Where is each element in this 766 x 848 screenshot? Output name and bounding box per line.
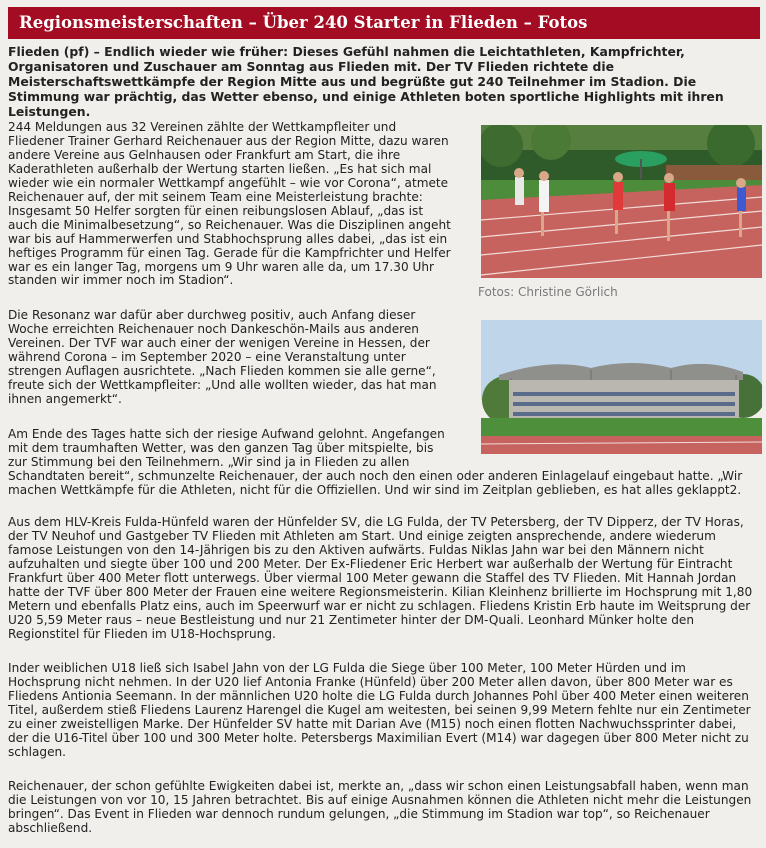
article-paragraph-2 [8, 309, 753, 407]
paragraph-line: machen Wettkämpfe für die Athleten, nicht für die Offiziellen. Und wir sind im Zeitplan geblieben, es hat alles geklappt2. [8, 482, 742, 497]
paragraph-line: Hochsprung nicht nehmen. In der U20 lief Antonia Franke (Hünfeld) über 200 Meter allen davon, über 800 Meter war es [8, 674, 733, 689]
article-paragraph-1 [8, 121, 753, 288]
paragraph-line: auch die Minimalbesetzung“, so Reichenauer. Was die Disziplinen angeht [8, 217, 451, 232]
article-paragraph-3 [8, 428, 753, 498]
paragraph-line: strengen Auflagen ausrichtete. „Nach Flieden kommen sie alle gerne“, [8, 363, 436, 378]
paragraph-line: 244 Meldungen aus 32 Vereinen zählte der Wettkampfleiter und [8, 120, 397, 134]
paragraph-line: Frankfurt über 400 Meter flott unterwegs. Über viermal 100 Meter gewann die Staffel des TV Flieden. Mit Hannah Jordan [8, 570, 737, 585]
paragraph-line: die Leistungen von vor 10, 15 Jahren betrachtet. Bis auf einige Ausnahmen können die Athleten nicht mehr die Leistungen [8, 792, 752, 807]
article-paragraph-5 [8, 662, 753, 760]
paragraph-line: der TV Neuhof und Gastgeber TV Flieden mit Athleten am Start. Und einige zeigten ansprechende, andere wiederum [8, 528, 716, 543]
article-lead: Flieden (pf) – Endlich wieder wie früher: Dieses Gefühl nahmen die Leichtathleten, Kampfrichter, Organisatoren und Zuschauer am Sonntag aus Flieden mit. Der TV Flieden richtete die Meisterschaftswettkämpfe der Region Mitte aus und begrüßte gut 240 Teilnehmer im Stadion. Die Stimmung war prächtig, das Wetter ebenso, und einige Athleten boten sportliche Highlights mit ihren Leistungen. [8, 44, 724, 119]
paragraph-line: der die U16-Titel über 100 und 300 Meter holte. Petersbergs Maximilian Evert (M14) war dagegen über 800 Meter nicht zu [8, 730, 749, 745]
paragraph-line: zu einer zweistelligen Marke. Der Hünfelder SV hatte mit Darian Ave (M15) noch einen flotten Nachwuchssprinter dabei, [8, 716, 737, 731]
article-paragraph-4 [8, 516, 753, 642]
paragraph-line: Woche erreichten Reichenauer noch Dankeschön-Mails aus anderen [8, 321, 419, 336]
paragraph-line: Inder weiblichen U18 ließ sich Isabel Jahn von der LG Fulda die Siege über 100 Meter, 100 Meter Hürden und im [8, 661, 686, 675]
paragraph-line: freute sich der Wettkampfleiter: „Und alle wollten wieder, das hat man [8, 377, 437, 392]
paragraph-line: Insgesamt 50 Helfer sorgten für einen reibungslosen Ablauf, „das ist [8, 203, 424, 218]
paragraph-line: abschließend. [8, 820, 93, 835]
paragraph-line: Reichenauer auf, der mit seinem Team eine Meisterleistung brachte: [8, 189, 423, 204]
paragraph-line: ihnen angemerkt“. [8, 391, 122, 406]
paragraph-line: Reichenauer, der schon gefühlte Ewigkeiten dabei ist, merkte an, „dass wir schon einen Leistungsabfall haben, wenn man [8, 779, 749, 793]
paragraph-line: war bis auf Hammerwerfen und Stabhochsprung alles dabei, „das ist ein [8, 231, 448, 246]
paragraph-line: Die Resonanz war dafür aber durchweg positiv, auch Anfang dieser [8, 308, 416, 322]
paragraph-line: hatte der TVF über 800 Meter der Frauen eine weitere Regionsmeisterin. Kilian Kleinhenz brillierte im Hochsprung mit 1,80 [8, 584, 753, 599]
article-paragraph-6 [8, 780, 753, 836]
paragraph-line: Fliedener Trainer Gerhard Reichenauer aus der Region Mitte, dazu waren [8, 133, 449, 148]
paragraph-line: schlagen. [8, 744, 67, 759]
paragraph-line: Aus dem HLV-Kreis Fulda-Hünfeld waren der Hünfelder SV, die LG Fulda, der TV Petersberg, der TV Dipperz, der TV Horas, [8, 515, 744, 529]
paragraph-line: Regionstitel für Flieden im U18-Hochsprung. [8, 626, 276, 641]
paragraph-line: während Corona – im September 2020 – eine Veranstaltung unter [8, 349, 406, 364]
photo-caption: Fotos: Christine Görlich [478, 285, 618, 299]
paragraph-line: U20 5,59 Meter raus – neue Bestleistung und nur 21 Zentimeter hinter der DM-Quali. Leonhard Münker holte den [8, 612, 695, 627]
article-title: Regionsmeisterschaften – Über 240 Starter in Flieden – Fotos [8, 7, 760, 39]
paragraph-line: zur Stimmung bei den Teilnehmern. „Wir sind ja in Flieden zu allen [8, 454, 410, 469]
paragraph-line: Vereinen. Der TVF war auch einer der wenigen Vereine in Hessen, der [8, 335, 430, 350]
paragraph-line: wieder wie ein normaler Wettkampf angefühlt – wie vor Corona“, atmete [8, 175, 449, 190]
paragraph-line: Fliedens Antionia Seemann. In der männlichen U20 holte die LG Fulda durch Johannes Pohl über 400 Meter einen weiteren [8, 688, 749, 703]
paragraph-line: famose Leistungen von den 14-Jährigen bis zu den Aktiven aufwärts. Fuldas Niklas Jahn war bei den Männern nicht [8, 542, 704, 557]
paragraph-line: standen wir immer noch im Stadion“. [8, 273, 234, 288]
paragraph-line: Titel, außerdem stieß Fliedens Laurenz Harengel die Kugel am weitesten, bei seinen 9,99 Metern fehlte nur ein Zentimeter [8, 702, 751, 717]
paragraph-line: war es ein langer Tag, morgens um 9 Uhr waren alle da, um 17.30 Uhr [8, 259, 434, 274]
paragraph-line: bringen“. Das Event in Flieden war dennoch rundum gelungen, „die Stimmung im Stadion war top“, so Reichenauer [8, 806, 710, 821]
paragraph-line: heftiges Programm für einen Tag. Gerade für die Kampfrichter und Helfer [8, 245, 451, 260]
paragraph-line: andere Vereine aus Gelnhausen oder Frankfurt am Start, die ihre [8, 147, 401, 162]
paragraph-line: Am Ende des Tages hatte sich der riesige Aufwand gelohnt. Angefangen [8, 427, 445, 441]
paragraph-line: Metern und ebenfalls Platz eins, auch im Speerwurf war er nicht zu schlagen. Fliedens Kristin Erb haute im Weitsprung der [8, 598, 751, 613]
paragraph-line: mit dem traumhaften Wetter, was den ganzen Tag über mitspielte, bis [8, 440, 434, 455]
paragraph-line: aufzuhalten und siegte über 100 und 200 Meter. Der Ex-Fliedener Eric Herbert war außerhalb der Wertung für Eintracht [8, 556, 733, 571]
paragraph-line: Kaderathleten außerhalb der Wertung starten ließen. „Es hat sich mal [8, 161, 432, 176]
paragraph-line: Schandtaten bereit“, schmunzelte Reichenauer, der auch noch den einen oder anderen Einlagelauf eingebaut hatte. „Wir [8, 468, 743, 483]
